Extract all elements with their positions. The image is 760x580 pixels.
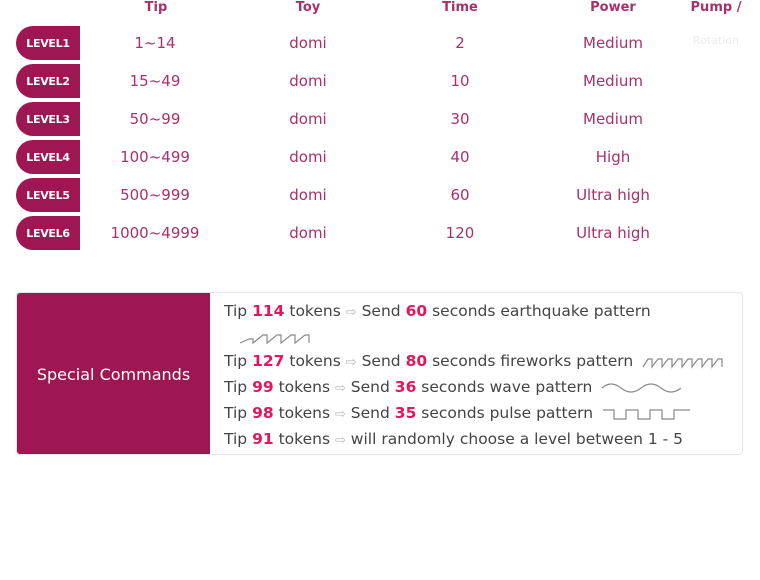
level-time: 10: [450, 72, 470, 90]
level-time: 120: [445, 224, 475, 242]
command-text: will randomly choose a level between 1 - 5: [350, 430, 684, 448]
level-tip-range: 500~999: [120, 186, 190, 204]
level-toy: domi: [289, 72, 327, 90]
level-toy: domi: [289, 110, 327, 128]
command-line: [224, 350, 728, 372]
level-toy: domi: [289, 148, 327, 166]
command-text: seconds fireworks pattern: [432, 352, 634, 370]
fireworks-pattern-icon: [642, 355, 728, 369]
header-toy: Toy: [295, 0, 321, 15]
level-time: 60: [450, 186, 470, 204]
arrow-icon: ⇨: [345, 355, 357, 370]
token-count: 98: [252, 404, 274, 422]
level-badge: LEVEL5: [16, 178, 80, 212]
level-tip-range: 50~99: [129, 110, 181, 128]
level-power: Medium: [583, 72, 643, 90]
command-line: [224, 376, 683, 398]
level-power: Medium: [583, 34, 643, 52]
wave-pattern-icon: [601, 381, 683, 395]
arrow-icon: ⇨: [334, 433, 346, 448]
level-badge: LEVEL1: [16, 26, 80, 60]
level-badge: LEVEL2: [16, 64, 80, 98]
level-badge: LEVEL6: [16, 216, 80, 250]
special-commands-label: Special Commands: [17, 293, 210, 455]
level-row: [16, 140, 756, 174]
token-count: 127: [252, 352, 285, 370]
word-tokens: tokens: [289, 302, 341, 320]
level-row: [16, 216, 756, 250]
command-text: seconds pulse pattern: [421, 404, 594, 422]
level-power: Ultra high: [576, 224, 650, 242]
level-badge: LEVEL3: [16, 102, 80, 136]
level-tip-range: 1000~4999: [110, 224, 200, 242]
command-line: [224, 402, 692, 424]
level-tip-range: 100~499: [120, 148, 190, 166]
header-pump: Pump /: [690, 0, 742, 15]
token-count: 91: [252, 430, 274, 448]
level-row: [16, 64, 756, 98]
seconds-count: 35: [394, 404, 417, 422]
word-tokens: tokens: [278, 430, 331, 448]
token-count: 114: [252, 302, 285, 320]
level-badge: LEVEL4: [16, 140, 80, 174]
command-text: seconds wave pattern: [421, 378, 593, 396]
word-tokens: tokens: [289, 352, 341, 370]
header-pump-sub: Rotation: [692, 34, 739, 47]
level-row: [16, 26, 756, 60]
token-count: 99: [252, 378, 274, 396]
level-power: Ultra high: [576, 186, 650, 204]
level-toy: domi: [289, 34, 327, 52]
pulse-pattern-icon: [602, 407, 692, 421]
earthquake-pattern-icon: [239, 331, 311, 345]
word-tokens: tokens: [278, 378, 331, 396]
word-tip: Tip: [224, 430, 248, 448]
level-time: 40: [450, 148, 470, 166]
level-power: High: [595, 148, 631, 166]
level-tip-range: 15~49: [129, 72, 181, 90]
word-tip: Tip: [224, 302, 248, 320]
level-time: 30: [450, 110, 470, 128]
arrow-icon: ⇨: [334, 381, 346, 396]
word-tip: Tip: [224, 378, 248, 396]
word-send: Send: [361, 302, 401, 320]
arrow-icon: ⇨: [334, 407, 346, 422]
seconds-count: 36: [394, 378, 417, 396]
word-send: Send: [361, 352, 401, 370]
header-power: Power: [590, 0, 636, 15]
header-tip: Tip: [144, 0, 168, 15]
level-toy: domi: [289, 186, 327, 204]
header-time: Time: [442, 0, 478, 15]
command-text: seconds earthquake pattern: [432, 302, 651, 320]
level-time: 2: [455, 34, 465, 52]
level-tip-range: 1~14: [134, 34, 176, 52]
word-send: Send: [350, 404, 390, 422]
command-line: [224, 428, 683, 450]
word-tip: Tip: [224, 352, 248, 370]
seconds-count: 80: [405, 352, 428, 370]
level-row: [16, 178, 756, 212]
level-power: Medium: [583, 110, 643, 128]
word-send: Send: [350, 378, 390, 396]
word-tokens: tokens: [278, 404, 331, 422]
seconds-count: 60: [405, 302, 428, 320]
level-row: [16, 102, 756, 136]
word-tip: Tip: [224, 404, 248, 422]
special-commands-panel: [16, 292, 743, 455]
level-toy: domi: [289, 224, 327, 242]
command-line: [224, 300, 651, 322]
arrow-icon: ⇨: [345, 305, 357, 320]
